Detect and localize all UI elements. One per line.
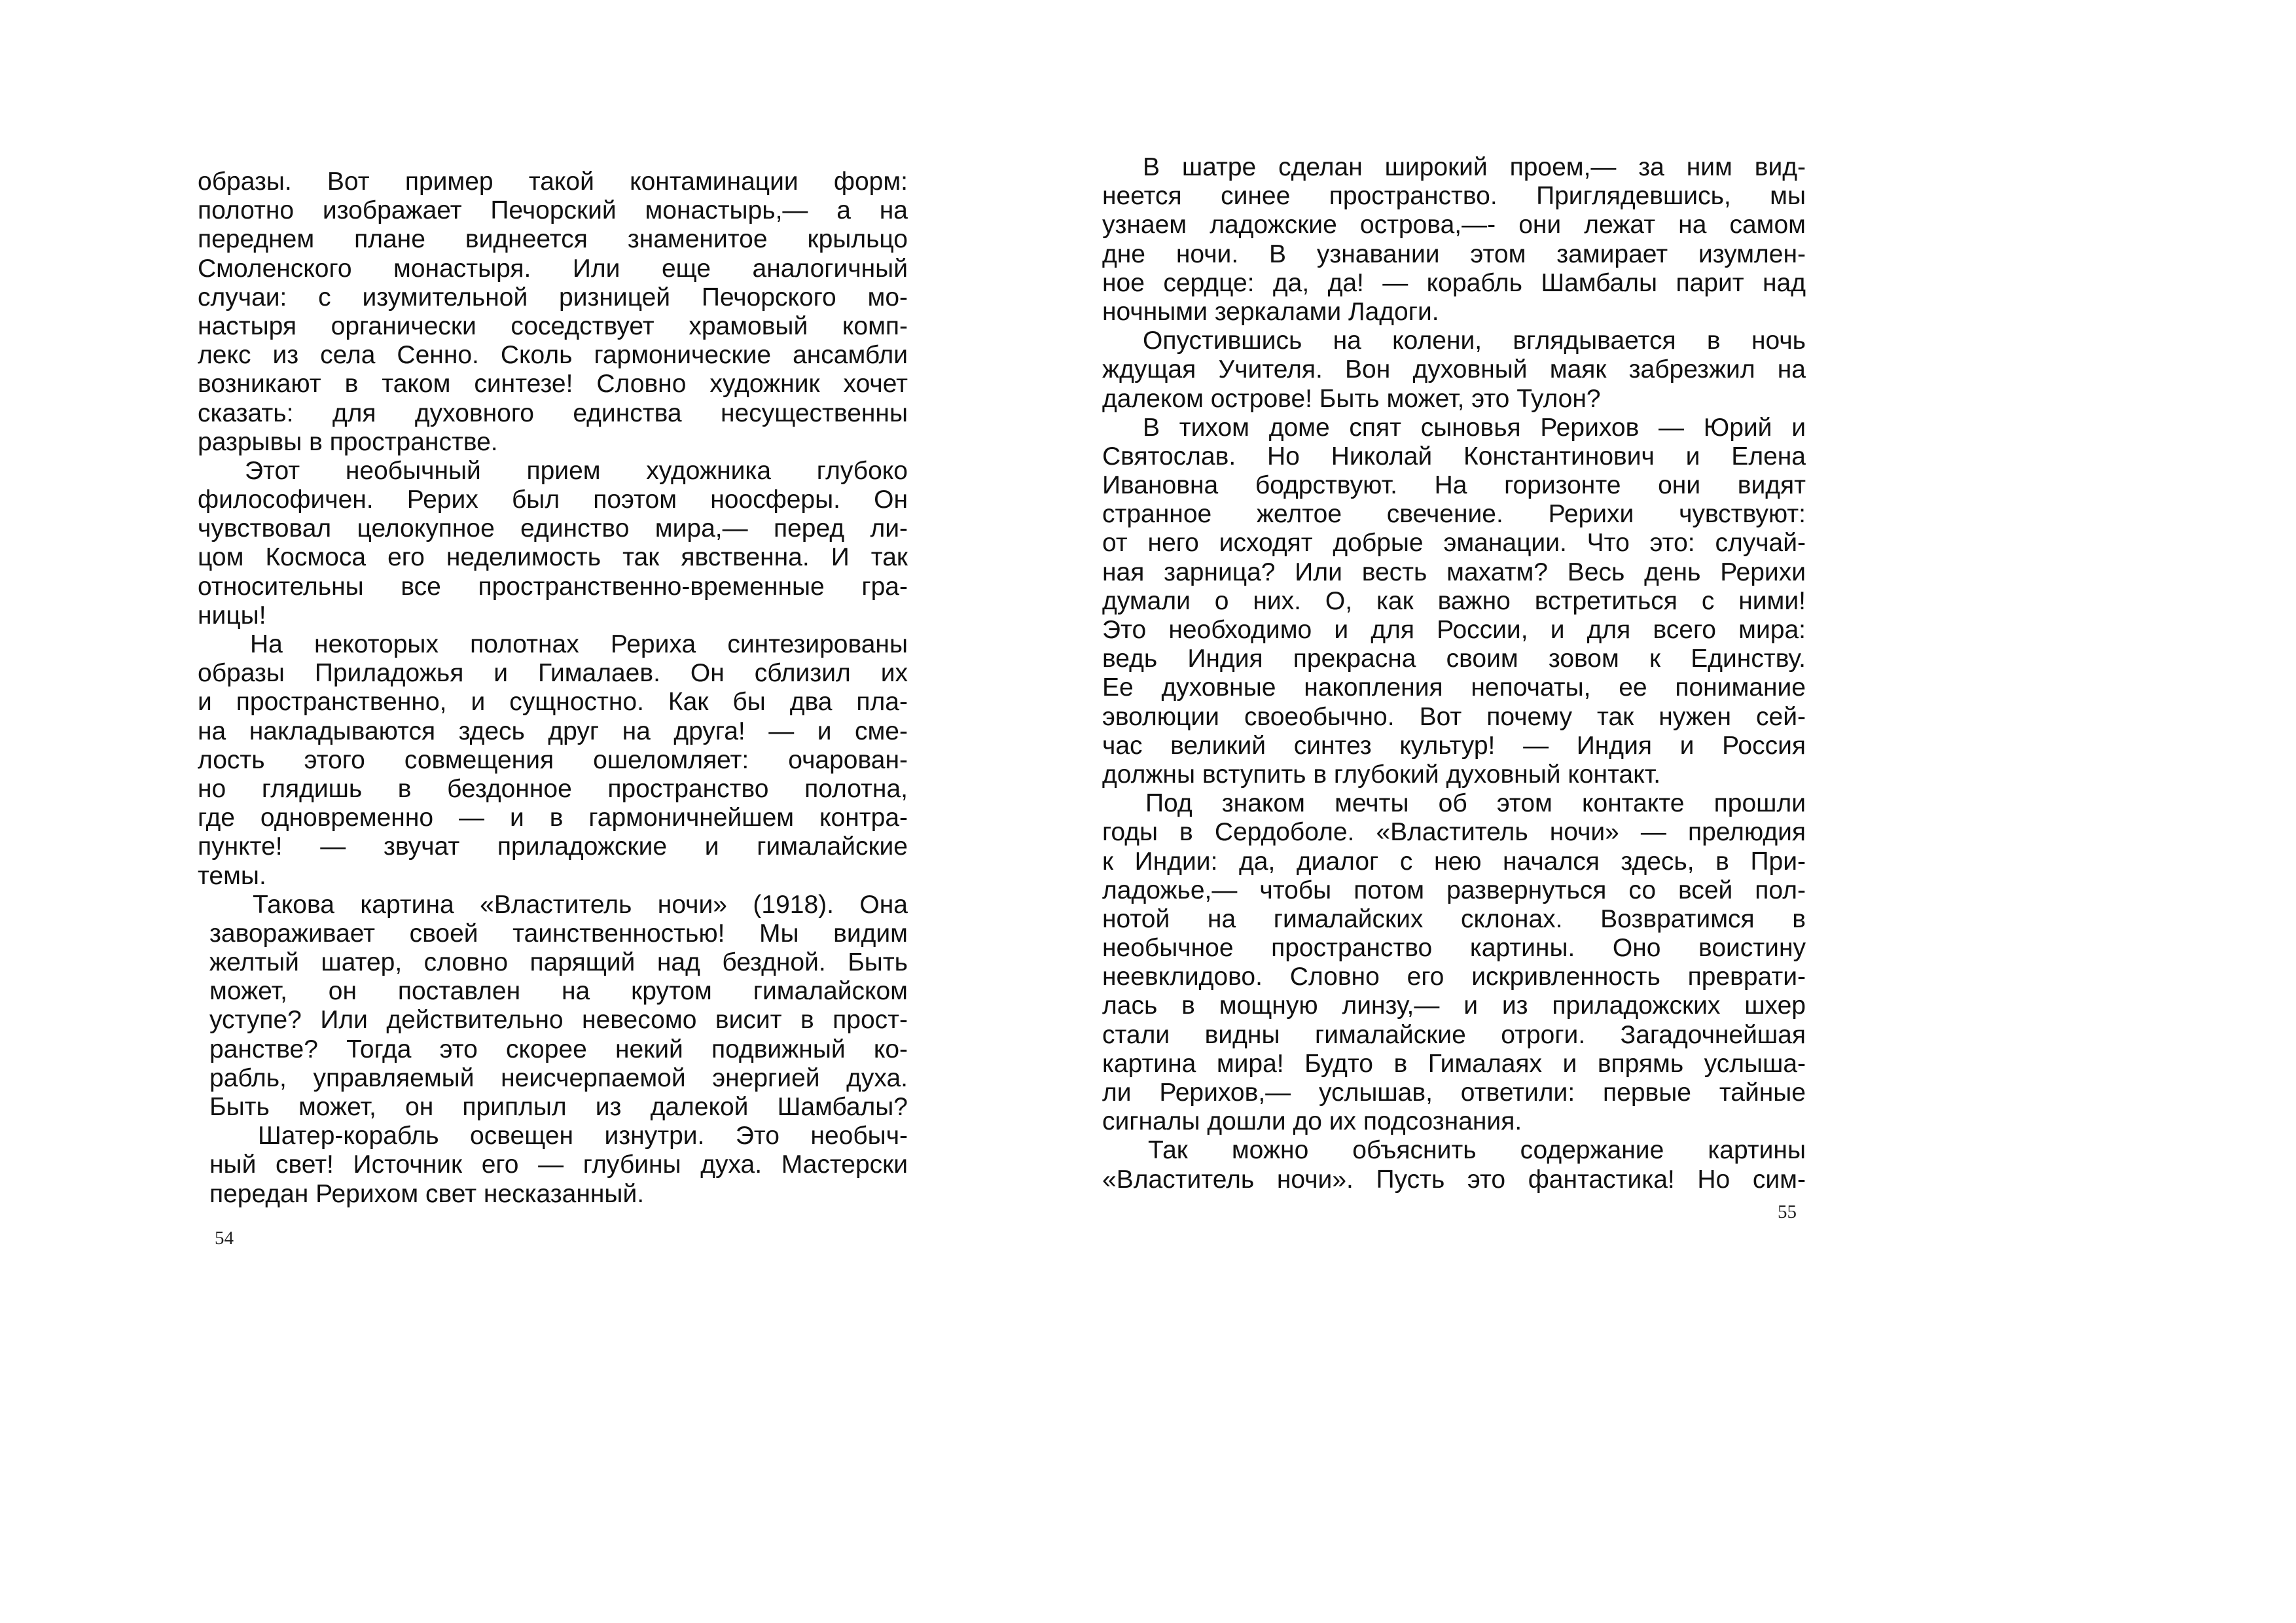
text-line: Так можно объяснить содержание картины bbox=[1148, 1136, 1806, 1165]
text-line: настыря органически соседствует храмовый комп- bbox=[198, 312, 908, 340]
page-number-right: 55 bbox=[1778, 1202, 1797, 1222]
text-line: Шатер-корабль освещен изнутри. Это необыч- bbox=[258, 1122, 908, 1150]
text-line: В шатре сделан широкий проем,— за ним вид- bbox=[1143, 153, 1806, 181]
text-line: темы. bbox=[198, 861, 266, 890]
text-line: ная зарница? Или весть махатм? Весь день Рерихи bbox=[1102, 558, 1806, 586]
text-line: и пространственно, и сущностно. Как бы два пла- bbox=[198, 688, 908, 717]
text-line: думали о них. О, как важно встретиться с ними! bbox=[1102, 586, 1806, 615]
text-line: философичен. Рерих был поэтом ноосферы. Он bbox=[198, 486, 908, 514]
text-line: ный свет! Источник его — глубины духа. Мастерски bbox=[209, 1150, 908, 1179]
text-line: Быть может, он приплыл из далекой Шамбалы? bbox=[209, 1093, 908, 1121]
text-line: переднем плане виднеется знаменитое крыльцо bbox=[198, 225, 908, 254]
text-line: годы в Сердоболе. «Властитель ночи» — прелюдия bbox=[1102, 818, 1806, 847]
text-line: Ивановна бодрствуют. На горизонте они видят bbox=[1102, 471, 1806, 500]
text-line: относительны все пространственно-временные гра- bbox=[198, 572, 908, 601]
text-line: ли Рерихов,— услышав, ответили: первые тайные bbox=[1102, 1079, 1806, 1107]
text-line: лась в мощную линзу,— и из приладожских шхер bbox=[1102, 991, 1806, 1020]
text-line: должны вступить в глубокий духовный контакт. bbox=[1102, 760, 1661, 789]
text-line: желтый шатер, словно парящий над бездной. Быть bbox=[209, 948, 908, 977]
text-line: лекс из села Сенно. Сколь гармонические ансамбли bbox=[198, 341, 908, 370]
text-line: странное желтое свечение. Рерихи чувствуют: bbox=[1102, 500, 1806, 529]
text-line: может, он поставлен на крутом гималайском bbox=[209, 977, 908, 1006]
right-page-text bbox=[1102, 153, 1806, 1194]
text-line: Это необходимо и для России, и для всего мира: bbox=[1102, 616, 1806, 644]
text-line: сигналы дошли до их подсознания. bbox=[1102, 1107, 1522, 1136]
text-line: цом Космоса его неделимость так явственна. И так bbox=[198, 543, 908, 572]
text-line: ранстве? Тогда это скорее некий подвижный ко- bbox=[209, 1035, 908, 1063]
text-line: к Индии: да, диалог с нею начался здесь, в При- bbox=[1102, 847, 1806, 876]
text-line: В тихом доме спят сыновья Рерихов — Юрий и bbox=[1143, 413, 1806, 442]
text-line: ное сердце: да, да! — корабль Шамбалы парит над bbox=[1102, 268, 1806, 297]
right-page bbox=[1102, 153, 1806, 1194]
left-page bbox=[198, 168, 908, 1209]
text-line: передан Рерихом свет несказанный. bbox=[209, 1179, 645, 1208]
text-line: ждущая Учителя. Вон духовный маяк забрезжил на bbox=[1102, 355, 1806, 384]
text-line: Смоленского монастыря. Или еще аналогичный bbox=[198, 254, 908, 283]
text-line: возникают в таком синтезе! Словно художник хочет bbox=[198, 370, 908, 399]
text-line: полотно изображает Печорский монастырь,— а на bbox=[198, 196, 908, 225]
text-line: на накладываются здесь друг на друга! — и сме- bbox=[198, 717, 908, 745]
text-line: разрывы в пространстве. bbox=[198, 427, 498, 456]
text-line: чувствовал целокупное единство мира,— перед ли- bbox=[198, 514, 908, 543]
text-line: образы. Вот пример такой контаминации форм: bbox=[198, 168, 908, 196]
text-line: ницы! bbox=[198, 601, 266, 630]
text-line: завораживает своей таинственностью! Мы видим bbox=[209, 919, 908, 948]
text-line: необычное пространство картины. Оно воистину bbox=[1102, 934, 1806, 963]
text-line: от него исходят добрые эманации. Что это: случай- bbox=[1102, 529, 1806, 558]
text-line: Ее духовные накопления непочаты, ее понимание bbox=[1102, 673, 1806, 702]
text-line: Под знаком мечты об этом контакте прошли bbox=[1145, 789, 1806, 818]
text-line: ночными зеркалами Ладоги. bbox=[1102, 297, 1439, 326]
text-line: неевклидово. Словно его искривленность преврати- bbox=[1102, 963, 1806, 991]
text-line: ведь Индия прекрасна своим зовом к Единству. bbox=[1102, 645, 1806, 673]
text-line: уступе? Или действительно невесомо висит в прост- bbox=[209, 1006, 908, 1035]
text-line: «Властитель ночи». Пусть это фантастика! Но сим- bbox=[1102, 1165, 1806, 1194]
text-line: лость этого совмещения ошеломляет: очарован- bbox=[198, 745, 908, 774]
text-line: где одновременно — и в гармоничнейшем контра- bbox=[198, 804, 908, 832]
page-number-left: 54 bbox=[215, 1228, 234, 1249]
text-line: стали видны гималайские отроги. Загадочнейшая bbox=[1102, 1020, 1806, 1049]
text-line: случаи: с изумительной ризницей Печорского мо- bbox=[198, 283, 908, 312]
text-line: час великий синтез культур! — Индия и Россия bbox=[1102, 731, 1806, 760]
text-line: образы Приладожья и Гималаев. Он сблизил их bbox=[198, 659, 908, 688]
text-line: нотой на гималайских склонах. Возвратимся в bbox=[1102, 904, 1806, 933]
text-line: рабль, управляемый неисчерпаемой энергией духа. bbox=[209, 1063, 908, 1092]
text-line: сказать: для духовного единства несущественны bbox=[198, 399, 908, 427]
text-line: картина мира! Будто в Гималаях и впрямь услыша- bbox=[1102, 1049, 1806, 1078]
text-line: Опустившись на колени, вглядывается в ночь bbox=[1143, 327, 1806, 355]
text-line: Этот необычный прием художника глубоко bbox=[245, 456, 908, 485]
text-line: Такова картина «Властитель ночи» (1918). Она bbox=[253, 890, 908, 919]
text-line: Святослав. Но Николай Константинович и Елена bbox=[1102, 442, 1806, 471]
left-page-text bbox=[198, 168, 908, 1209]
text-line: неется синее пространство. Приглядевшись, мы bbox=[1102, 182, 1806, 211]
text-line: далеком острове! Быть может, это Тулон? bbox=[1102, 384, 1601, 413]
text-line: ладожье,— чтобы потом развернуться со всей пол- bbox=[1102, 876, 1806, 904]
text-line: дне ночи. В узнавании этом замирает изумлен- bbox=[1102, 240, 1806, 268]
text-line: но глядишь в бездонное пространство полотна, bbox=[198, 774, 908, 803]
text-line: На некоторых полотнах Рериха синтезированы bbox=[250, 630, 908, 658]
text-line: эволюции своеобычно. Вот почему так нужен сей- bbox=[1102, 702, 1806, 731]
text-line: пункте! — звучат приладожские и гималайские bbox=[198, 832, 908, 861]
text-line: узнаем ладожские острова,—- они лежат на самом bbox=[1102, 211, 1806, 240]
